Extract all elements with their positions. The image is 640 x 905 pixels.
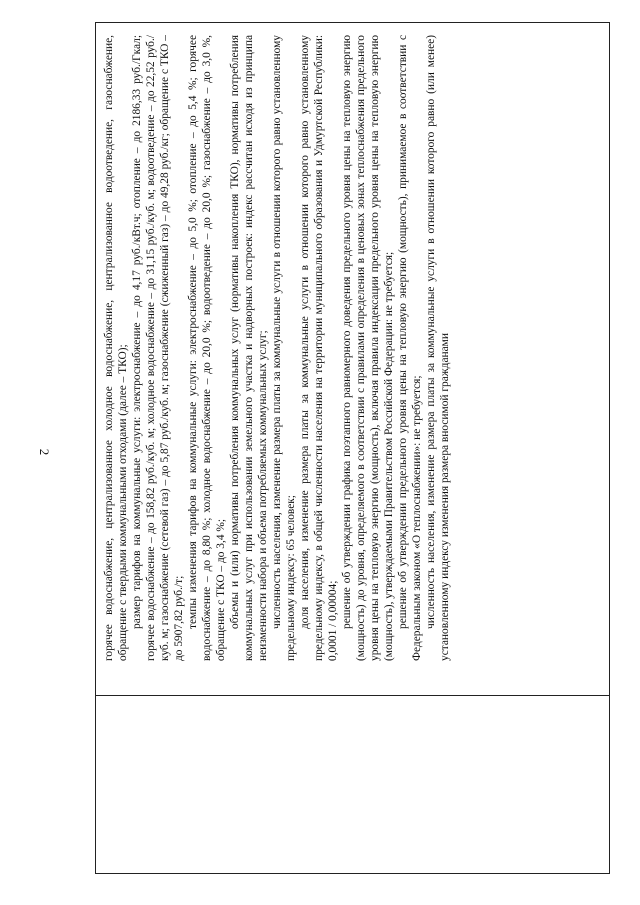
page-number: 2 bbox=[37, 448, 52, 456]
paragraph-heat-schedule: решение об утверждении графика поэтапного равномерного доведения предельного уровня цены на тепловую энергию (мощность) до уровня, определяемого в соответствии с правилами определения в ценовых зонах теплоснабжения предельного уровня цены на тепловую энергию (мощность), включая правила индексации предельного уровня цены на тепловую энергию (мощность), утверждаемыми Правительством Российской Федерации: не требуется; bbox=[341, 35, 395, 661]
paragraph-continuation: горячее водоснабжение, централизованное холодное водоснабжение, централизованное водоотведение, газоснабжение, обращение с твердыми коммунальными отходами (далее – ТКО); bbox=[103, 35, 129, 661]
paragraph-consumption-norms: объемы и (или) нормативы потребления коммунальных услуг (нормативы накопления ТКО), нормативы потребления коммунальных услуг при использовании земельного участка и надворных построек: индекс рассчитан исходя из принципа неизменности набора и объема потребляемых коммунальных услуг; bbox=[229, 35, 269, 661]
rotated-content bbox=[100, 27, 605, 667]
paragraph-heat-price-limit: решение об утверждении предельного уровня цены на тепловую энергию (мощность), принимаемое в соответствии с Федеральным законом «О теплоснабжении»: не требуется; bbox=[397, 35, 423, 661]
paragraph-population-share: доля населения, изменение размера платы за коммунальные услуги в отношении которого равно установленному предельному индексу, в общей численности населения на территории муниципального образования и Удмуртской Республики: 0,0001 / 0,00004; bbox=[299, 35, 339, 661]
column-divider bbox=[96, 695, 609, 696]
text-cell bbox=[100, 27, 605, 667]
paragraph-tariff-rates: темпы изменения тарифов на коммунальные услуги: электроснабжение – до 5,0 %; отопление – до 5,4 %; горячее водоснабжение – до 8,80 %; холодное водоснабжение – до 20,0 %; водоотведение – до 20,0 %; газоснабжение – до 3,0 %, обращение с ТКО – до 3,4 %; bbox=[187, 35, 227, 661]
paragraph-tariff-sizes: размер тарифов на коммунальные услуги: электроснабжение – до 4,17 руб./кВт.ч; отопление – до 2186,33 руб./Гкал; горячее водоснабжение – до 158,82 руб./куб. м; холодное водоснабжение – до 31,15 руб./куб. м; водоотведение – до 22,52 руб./куб. м; газоснабжение (сетевой газ) – до 5,87 руб./куб. м; газоснабжение (сжиженный газ) – до 49,28 руб./кг; обращение с ТКО – до 5907,82 руб./т; bbox=[131, 35, 185, 661]
paragraph-population-index: численность населения, изменение размера платы за коммунальные услуги в отношении которого равно (или менее) установленному индексу изменения размера вносимой гражданами bbox=[425, 35, 451, 661]
paragraph-population-count: численность населения, изменение размера платы за коммунальные услуги в отношении которого равно установленному предельному индексу: 65 человек; bbox=[271, 35, 297, 661]
